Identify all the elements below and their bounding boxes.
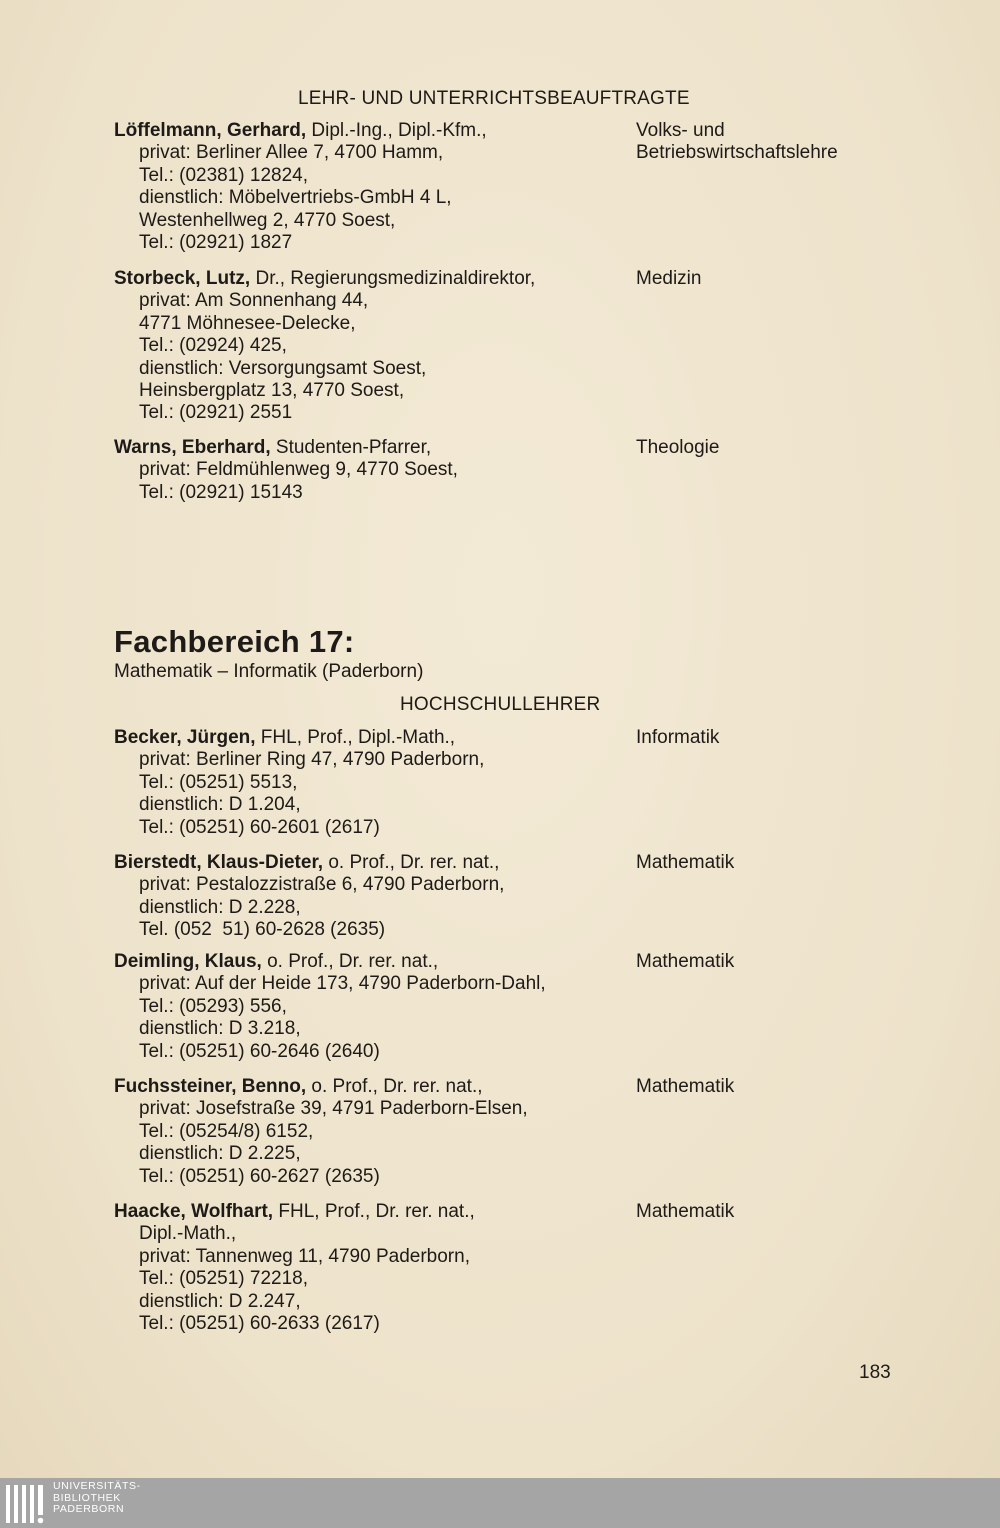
entry-line: dienstlich: Versorgungsamt Soest, [139, 357, 427, 379]
directory-entry [114, 1201, 974, 1335]
subject-line: Informatik [636, 727, 720, 748]
entry-line: Tel. (052 51) 60-2628 (2635) [139, 919, 386, 941]
directory-entry [114, 1076, 974, 1188]
subject-line: Mathematik [636, 1076, 735, 1097]
person-name: Storbeck, Lutz, [114, 268, 251, 289]
page-number: 183 [859, 1362, 891, 1383]
person-name: Fuchssteiner, Benno, [114, 1076, 307, 1097]
entry-line: Tel.: (05251) 5513, [139, 771, 298, 793]
subject-line: Mathematik [636, 1201, 735, 1222]
person-title: Studenten-Pfarrer, [270, 437, 432, 458]
entry-line: privat: Tannenweg 11, 4790 Paderborn, [139, 1245, 470, 1267]
entry-line: Tel.: (02921) 2551 [139, 402, 293, 424]
entry-line: Tel.: (02381) 12824, [139, 164, 309, 186]
subject-label [636, 1201, 966, 1223]
subject-line: Mathematik [636, 852, 735, 873]
entry-line: Tel.: (02921) 15143 [139, 481, 303, 503]
person-title: Dr., Regierungsmedizinaldirektor, [250, 268, 536, 289]
entry-line: Heinsbergplatz 13, 4770 Soest, [139, 380, 405, 402]
entry-line: Tel.: (05293) 556, [139, 995, 287, 1017]
directory-entry [114, 268, 974, 425]
logo-text-line: UNIVERSITÄTS- [53, 1480, 141, 1492]
person-name: Bierstedt, Klaus-Dieter, [114, 852, 324, 873]
subject-line: Betriebswirtschaftslehre [636, 142, 838, 164]
subject-line: Mathematik [636, 951, 735, 972]
section-heading-hochschullehrer: HOCHSCHULLEHRER [400, 694, 601, 715]
entry-line: Dipl.-Math., [139, 1223, 237, 1245]
entry-line: Westenhellweg 2, 4770 Soest, [139, 209, 396, 231]
logo-text-line: BIBLIOTHEK [53, 1491, 121, 1504]
fachbereich-subtitle: Mathematik – Informatik (Paderborn) [114, 661, 424, 682]
entry-line: dienstlich: D 2.225, [139, 1143, 301, 1165]
person-title: o. Prof., Dr. rer. nat., [306, 1076, 483, 1097]
person-title: Dipl.-Ing., Dipl.-Kfm., [306, 120, 487, 141]
entry-line: Tel.: (02921) 1827 [139, 232, 293, 254]
entry-line: dienstlich: D 1.204, [139, 794, 301, 816]
library-logo-icon [4, 1483, 46, 1525]
subject-line: Volks- und [636, 120, 725, 141]
person-title: FHL, Prof., Dipl.-Math., [255, 727, 456, 748]
subject-label [636, 1076, 966, 1098]
entry-line: dienstlich: D 2.228, [139, 896, 301, 918]
entry-line: Tel.: (02924) 425, [139, 335, 287, 357]
directory-entry [114, 727, 974, 839]
entry-line: privat: Josefstraße 39, 4791 Paderborn-Elsen, [139, 1098, 528, 1120]
entry-line: Tel.: (05251) 72218, [139, 1268, 309, 1290]
person-name: Haacke, Wolfhart, [114, 1201, 274, 1222]
library-logo-text [53, 1481, 141, 1516]
entry-line: privat: Auf der Heide 173, 4790 Paderborn-Dahl, [139, 973, 546, 995]
directory-entry [114, 852, 974, 942]
person-title: o. Prof., Dr. rer. nat., [323, 852, 500, 873]
entry-line: privat: Feldmühlenweg 9, 4770 Soest, [139, 459, 458, 481]
subject-line: Theologie [636, 437, 720, 458]
subject-label [636, 727, 966, 749]
entry-line: dienstlich: D 3.218, [139, 1018, 301, 1040]
entry-line: dienstlich: Möbelvertriebs-GmbH 4 L, [139, 187, 452, 209]
person-name: Deimling, Klaus, [114, 951, 262, 972]
entry-line: privat: Berliner Allee 7, 4700 Hamm, [139, 142, 444, 164]
entry-line: Tel.: (05254/8) 6152, [139, 1120, 314, 1142]
directory-entry [114, 437, 974, 504]
entry-line: Tel.: (05251) 60-2633 (2617) [139, 1313, 380, 1335]
person-title: o. Prof., Dr. rer. nat., [261, 951, 439, 972]
entry-line: privat: Am Sonnenhang 44, [139, 290, 369, 312]
person-title: FHL, Prof., Dr. rer. nat., [273, 1201, 475, 1222]
entry-line: 4771 Möhnesee-Delecke, [139, 312, 356, 334]
entry-line: privat: Berliner Ring 47, 4790 Paderborn, [139, 749, 485, 771]
entry-line: Tel.: (05251) 60-2627 (2635) [139, 1165, 380, 1187]
person-name: Becker, Jürgen, [114, 727, 256, 748]
section-heading-lehrbeauftragte: LEHR- UND UNTERRICHTSBEAUFTRAGTE [298, 88, 690, 109]
subject-label [636, 268, 966, 290]
subject-label [636, 852, 966, 874]
subject-label [636, 120, 966, 165]
subject-label [636, 437, 966, 459]
directory-entry [114, 120, 974, 254]
fachbereich-title: Fachbereich 17: [114, 624, 355, 659]
entry-line: dienstlich: D 2.247, [139, 1290, 301, 1312]
library-footer-bar [0, 1478, 1000, 1528]
subject-label [636, 951, 966, 973]
logo-text-line: PADERBORN [53, 1503, 125, 1515]
person-name: Löffelmann, Gerhard, [114, 120, 307, 141]
entry-line: privat: Pestalozzistraße 6, 4790 Paderborn, [139, 874, 505, 896]
entry-line: Tel.: (05251) 60-2601 (2617) [139, 816, 380, 838]
entry-line: Tel.: (05251) 60-2646 (2640) [139, 1040, 380, 1062]
subject-line: Medizin [636, 268, 702, 289]
person-name: Warns, Eberhard, [114, 437, 271, 458]
directory-entry [114, 951, 974, 1063]
